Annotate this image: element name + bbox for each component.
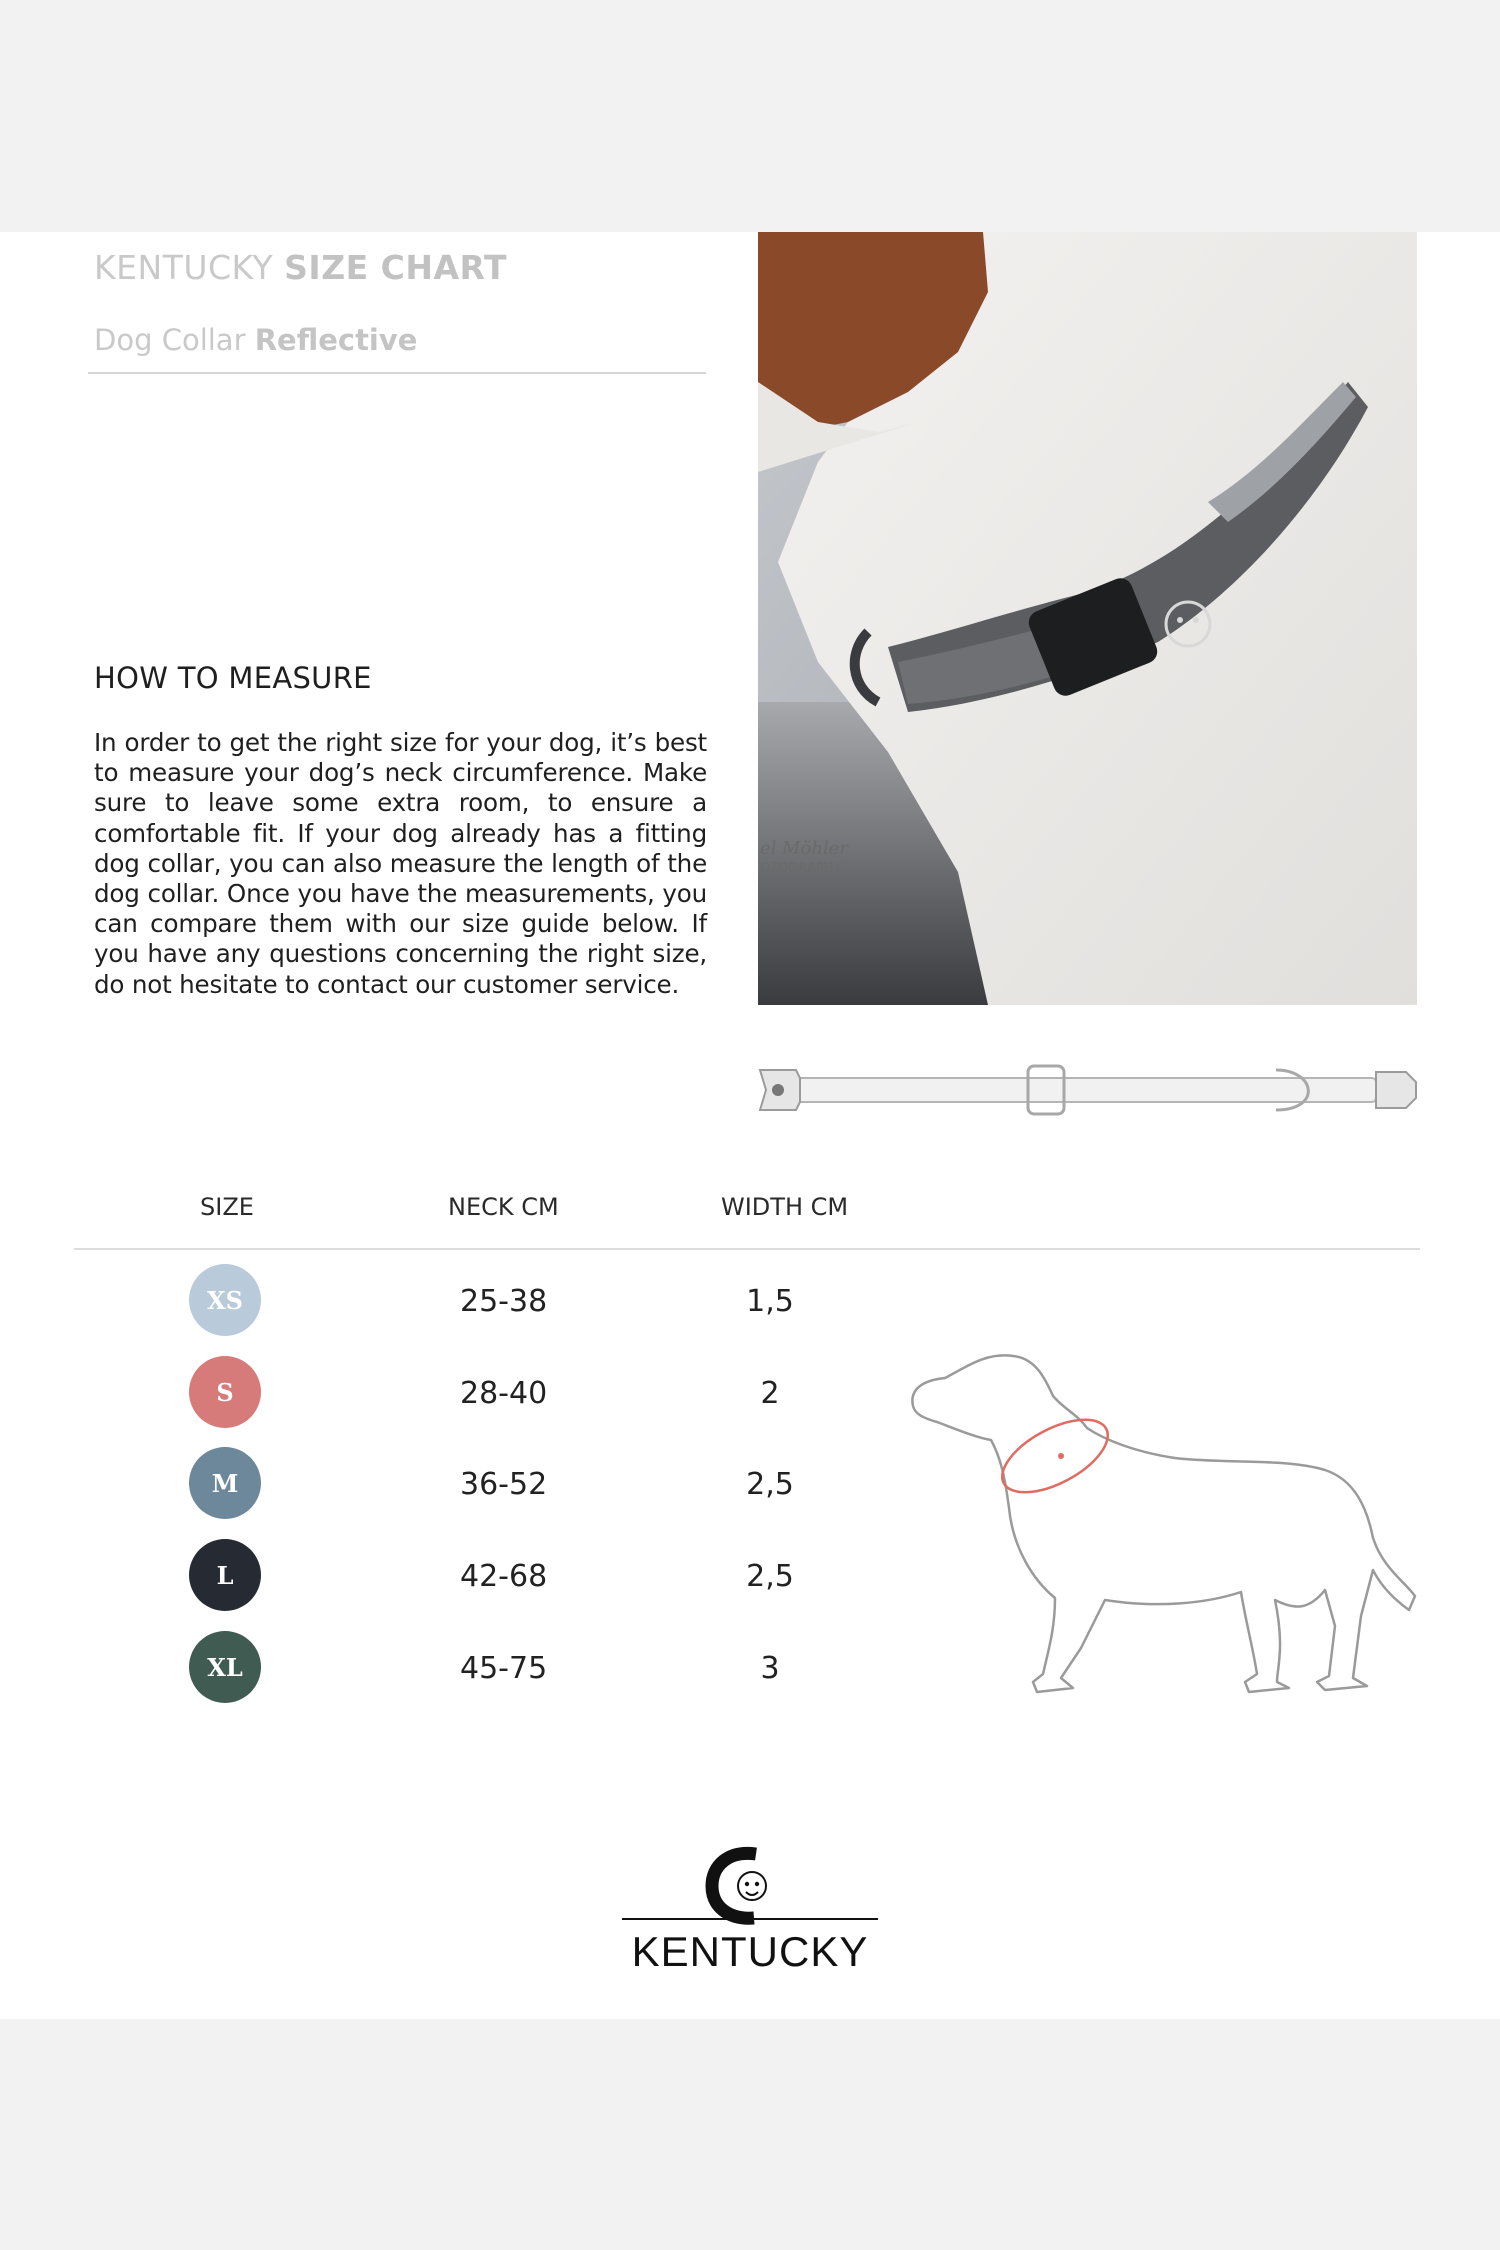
table-row <box>0 1539 1000 1611</box>
table-row <box>0 1447 1000 1519</box>
photo-credit-line1: el Möhler <box>760 838 849 859</box>
width-value: 2,5 <box>746 1559 794 1594</box>
neck-column-header: NECK CM <box>448 1193 559 1221</box>
width-value: 2 <box>760 1376 780 1411</box>
table-header-divider <box>74 1248 1420 1250</box>
neck-cell: 42-68 <box>460 1559 548 1594</box>
neck-cell: 28-40 <box>460 1376 548 1411</box>
how-to-measure-heading: HOW TO MEASURE <box>94 661 372 695</box>
brand-title-light: KENTUCKY <box>94 248 274 287</box>
size-badge: S <box>189 1356 261 1428</box>
dog-measurement-illustration <box>905 1348 1425 1700</box>
width-column-header: WIDTH CM <box>721 1193 849 1221</box>
dog-outline-icon <box>912 1355 1415 1692</box>
size-column-header: SIZE <box>200 1193 254 1221</box>
size-badge: XL <box>189 1631 261 1703</box>
width-value: 1,5 <box>746 1284 794 1319</box>
neck-cell: 45-75 <box>460 1651 548 1686</box>
size-badge: L <box>189 1539 261 1611</box>
photo-credit-line2: OTOGRAPHY <box>760 861 842 876</box>
table-row <box>0 1264 1000 1336</box>
header-divider <box>88 372 706 374</box>
kentucky-wordmark: KENTUCKY <box>631 1928 869 1975</box>
how-to-measure-text: In order to get the right size for your dog, it’s best to measure your dog’s neck circumference. Make sure to leave some extra room, to ensure a comfortable fit. If your dog already has a fitting dog collar, you can also measure the length of the dog collar. Once you have the measurements, you can compare them with our size guide below. If you have any questions concerning the right size, do not hesitate to contact our customer service. <box>94 728 707 999</box>
size-badge: XS <box>189 1264 261 1336</box>
product-subtitle-light: Dog Collar <box>94 323 246 357</box>
width-value: 3 <box>760 1651 780 1686</box>
width-value: 2,5 <box>746 1467 794 1502</box>
width-cell <box>746 1559 818 1594</box>
product-subtitle <box>94 323 417 357</box>
neck-marker-dot <box>1058 1453 1064 1459</box>
brand-title <box>94 248 507 287</box>
width-cell <box>760 1376 789 1411</box>
size-badge: M <box>189 1447 261 1519</box>
width-cell <box>746 1284 818 1319</box>
width-cell <box>760 1651 789 1686</box>
neck-cell: 25-38 <box>460 1284 548 1319</box>
dog-collar-photo <box>758 232 1417 1005</box>
neck-cell: 36-52 <box>460 1467 548 1502</box>
table-row <box>0 1631 1000 1703</box>
brand-title-bold: SIZE CHART <box>284 248 507 287</box>
table-row <box>0 1356 1000 1428</box>
kentucky-logo <box>620 1846 880 1976</box>
product-subtitle-bold: Reflective <box>254 323 418 357</box>
width-cell <box>746 1467 818 1502</box>
collar-strip-illustration <box>756 1060 1419 1120</box>
